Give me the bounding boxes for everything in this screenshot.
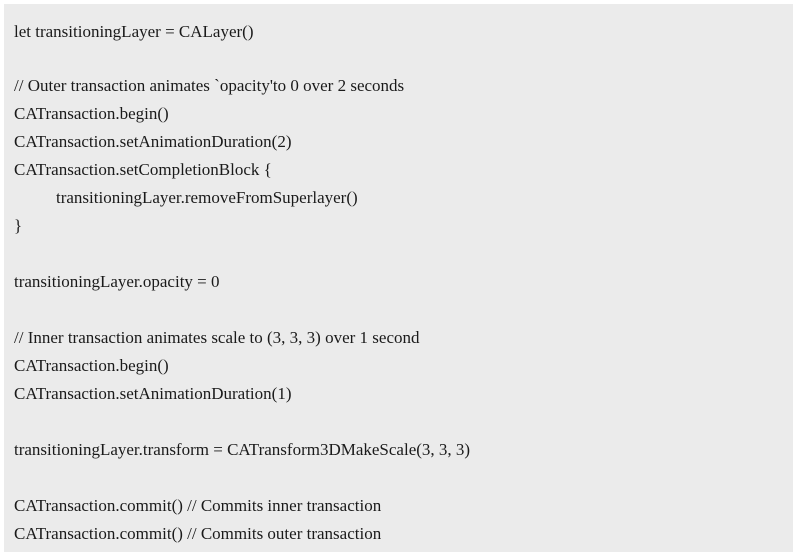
code-line-transform: transitioningLayer.transform = CATransform3DMakeScale(3, 3, 3) xyxy=(14,440,471,459)
code-line-layer-declaration: let transitioningLayer = CALayer() xyxy=(14,22,254,41)
code-line-inner-duration: CATransaction.setAnimationDuration(1) xyxy=(14,384,292,403)
code-line-completion-block: CATransaction.setCompletionBlock { xyxy=(14,160,272,179)
code-comment-outer-transaction: // Outer transaction animates `opacity'to 0 over 2 seconds xyxy=(14,76,405,95)
code-line-commit-outer: CATransaction.commit() // Commits outer transaction xyxy=(14,524,382,543)
code-line-closing-brace: } xyxy=(14,216,23,235)
code-line-commit-inner: CATransaction.commit() // Commits inner transaction xyxy=(14,496,382,515)
code-line-opacity: transitioningLayer.opacity = 0 xyxy=(14,272,220,291)
code-comment-inner-transaction: // Inner transaction animates scale to (3, 3, 3) over 1 second xyxy=(14,328,420,347)
code-line-remove-from-superlayer: transitioningLayer.removeFromSuperlayer() xyxy=(56,188,358,207)
code-line-outer-duration: CATransaction.setAnimationDuration(2) xyxy=(14,132,292,151)
code-block xyxy=(4,4,793,552)
code-line-outer-begin: CATransaction.begin() xyxy=(14,104,169,123)
code-line-inner-begin: CATransaction.begin() xyxy=(14,356,169,375)
